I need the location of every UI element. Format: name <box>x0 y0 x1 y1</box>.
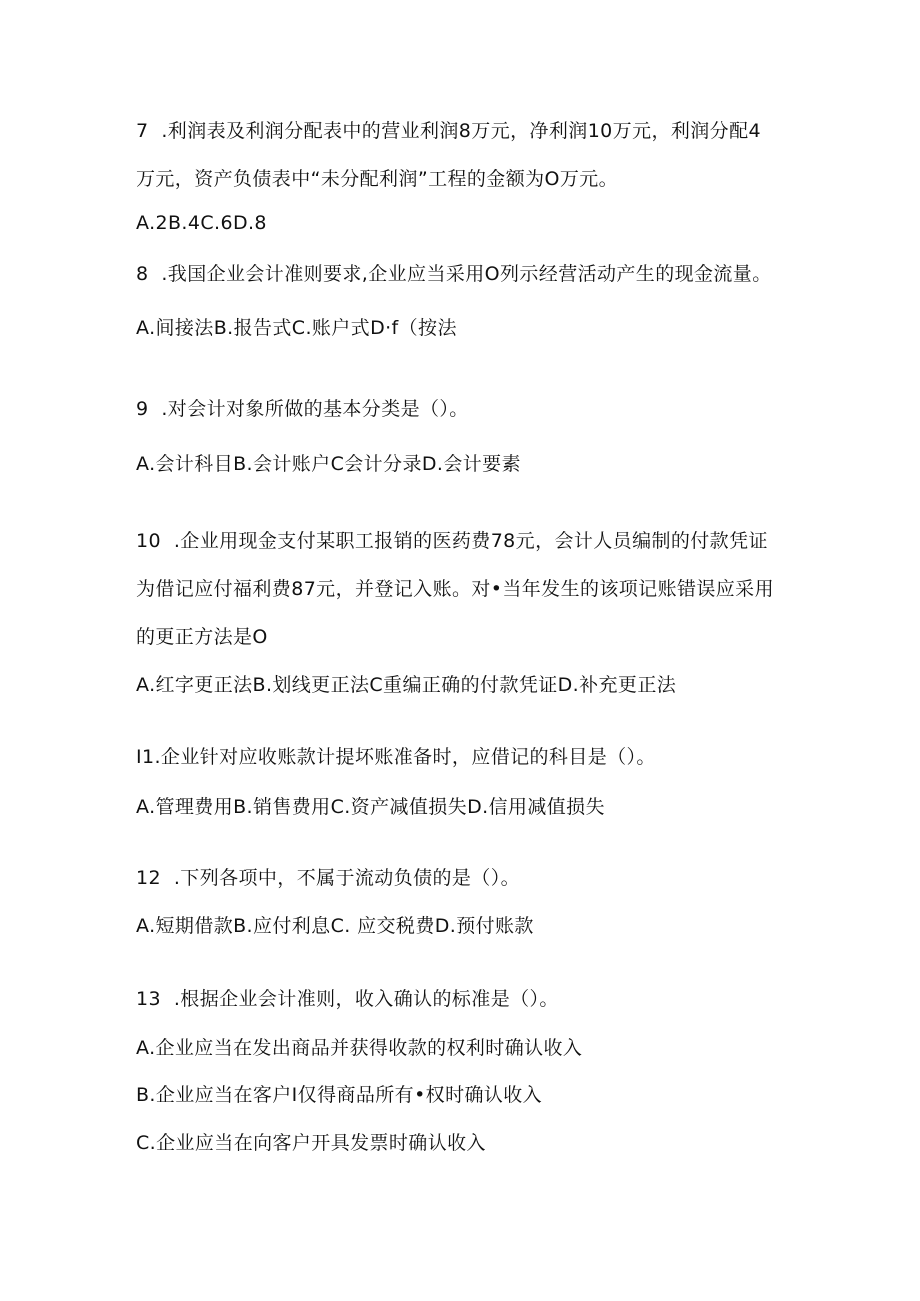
question-8-line-1: 8 .我国企业会计准则要求,企业应当采用O列示经营活动产生的现金流量。 <box>136 263 772 285</box>
question-13-option-b: B.企业应当在客户I仅得商品所有•权时确认收入 <box>136 1084 543 1106</box>
question-9-options: A.会计科目B.会计账户C会计分录D.会计要素 <box>136 453 521 475</box>
question-10-line-3: 的更正方法是O <box>136 626 268 648</box>
question-8-options: A.间接法B.报告式C.账户式D·f（按法 <box>136 317 457 339</box>
question-7-line-2: 万元，资产负债表中“未分配利润”工程的金额为O万元。 <box>136 168 619 190</box>
question-10-line-2: 为借记应付福利费87元，并登记入账。对•当年发生的该项记账错误应采用 <box>136 578 774 600</box>
question-12-options: A.短期借款B.应付利息C. 应交税费D.预付账款 <box>136 915 534 937</box>
question-13-option-c: C.企业应当在向客户开具发票时确认收入 <box>136 1132 486 1154</box>
question-10-options: A.红字更正法B.划线更正法C重编正确的付款凭证D.补充更正法 <box>136 674 677 696</box>
question-9-line-1: 9 .对会计对象所做的基本分类是（）。 <box>136 398 469 420</box>
question-13-option-a: A.企业应当在发出商品并获得收款的权利时确认收入 <box>136 1037 583 1059</box>
question-11-line-1: I1.企业针对应收账款计提坏账准备时，应借记的科目是（）。 <box>136 746 656 768</box>
question-7-options: A.2B.4C.6D.8 <box>136 212 267 234</box>
question-11-options: A.管理费用B.销售费用C.资产减值损失D.信用减值损失 <box>136 796 605 818</box>
question-12-line-1: 12 .下列各项中，不属于流动负债的是（）。 <box>136 867 520 889</box>
question-10-line-1: 10 .企业用现金支付某职工报销的医药费78元，会计人员编制的付款凭证 <box>136 530 768 552</box>
question-7-line-1: 7 .利润表及利润分配表中的营业利润8万元，净利润10万元，利润分配4 <box>136 120 761 142</box>
question-13-line-1: 13 .根据企业会计准则，收入确认的标准是（）。 <box>136 988 559 1010</box>
